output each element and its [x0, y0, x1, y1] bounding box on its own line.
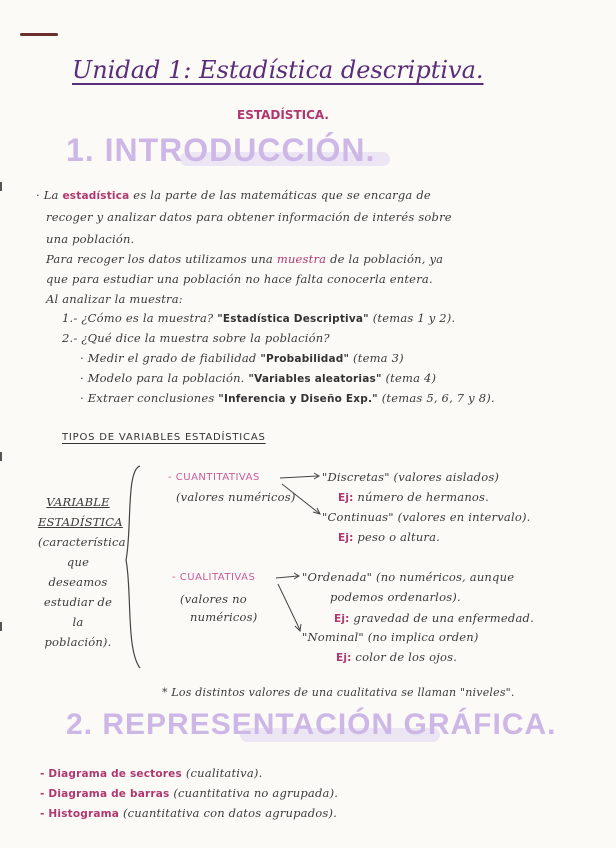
nominal: "Nominal" (no implica orden): [302, 630, 479, 644]
discretas-example: Ej: número de hermanos.: [338, 490, 490, 504]
continuas-example: Ej: peso o altura.: [338, 530, 441, 544]
term-estadistica: estadística: [62, 190, 130, 202]
intro-line-4: Para recoger los datos utilizamos una muestra de la población, ya: [46, 252, 444, 266]
question-2-item-2: · Modelo para la población. "Variables aleatorias" (tema 4): [80, 371, 437, 385]
term-muestra: muestra: [276, 252, 327, 266]
nominal-example: Ej: color de los ojos.: [336, 650, 458, 664]
arrow-discretas: [280, 476, 318, 478]
section-heading-representacion: 2. REPRESENTACIÓN GRÁFICA.: [66, 708, 557, 741]
section-heading-introduccion: 1. INTRODUCCIÓN.: [66, 132, 376, 168]
question-1: 1.- ¿Cómo es la muestra? "Estadística Descriptiva" (temas 1 y 2).: [62, 311, 456, 325]
intro-line-1: · La estadística es la parte de las matemáticas que se encarga de: [36, 188, 431, 202]
continuas: "Continuas" (valores en intervalo).: [322, 510, 531, 524]
cualitativas-sub-2: numéricos): [190, 610, 258, 624]
variable-definition: VARIABLE ESTADÍSTICA (característica que deseamos estudiar de la población).: [38, 495, 126, 649]
grafico-item: - Histograma (cuantitativa con datos agrupados).: [40, 806, 338, 820]
niveles-note: * Los distintos valores de una cualitativa se llaman "niveles".: [162, 686, 515, 699]
intro-line-3: una población.: [46, 232, 135, 246]
grafico-item: - Diagrama de barras (cuantitativa no agrupada).: [40, 786, 339, 800]
arrow-nominal: [278, 584, 300, 630]
cuantitativas-label: - CUANTITATIVAS: [168, 472, 260, 483]
ordenada-cont: podemos ordenarlos).: [330, 590, 461, 604]
question-2-item-3: · Extraer conclusiones "Inferencia y Diseño Exp." (temas 5, 6, 7 y 8).: [80, 391, 495, 405]
question-2-item-1: · Medir el grado de fiabilidad "Probabilidad" (tema 3): [80, 351, 404, 365]
intro-line-2: recoger y analizar datos para obtener información de interés sobre: [46, 210, 452, 224]
subtitle: ESTADÍSTICA.: [237, 108, 329, 122]
arrow-ordenada: [276, 576, 298, 578]
question-2: 2.- ¿Qué dice la muestra sobre la población?: [62, 331, 330, 345]
tipos-heading: TIPOS DE VARIABLES ESTADÍSTICAS: [62, 432, 266, 443]
left-brace: [126, 466, 140, 668]
ordenada-example: Ej: gravedad de una enfermedad.: [334, 611, 534, 625]
intro-line-5: que para estudiar una población no hace falta conocerla entera.: [46, 272, 433, 286]
page-title: Unidad 1: Estadística descriptiva.: [72, 56, 484, 84]
discretas: "Discretas" (valores aislados): [322, 470, 500, 484]
grafico-item: - Diagrama de sectores (cualitativa).: [40, 766, 263, 780]
cualitativas-label: - CUALITATIVAS: [172, 572, 256, 583]
cualitativas-sub-1: (valores no: [180, 592, 247, 606]
ordenada: "Ordenada" (no numéricos, aunque: [302, 570, 515, 584]
cuantitativas-sub: (valores numéricos): [176, 490, 296, 504]
intro-line-6: Al analizar la muestra:: [46, 292, 183, 306]
